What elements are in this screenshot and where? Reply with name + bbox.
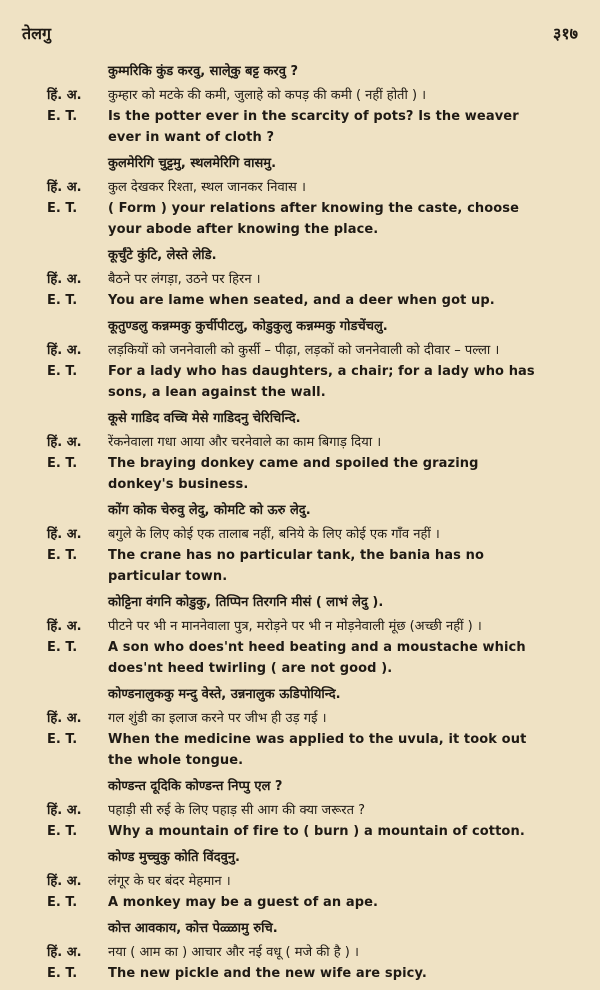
- english-translation: When the medicine was applied to the uvula, it took out the whole tongue.: [108, 732, 527, 768]
- proverb-entry: [0, 246, 600, 311]
- hindi-translation: गल शुंडी का इलाज करने पर जीभ ही उड़ गई ।: [108, 711, 327, 726]
- english-translation-row: [0, 361, 600, 403]
- hindi-translation-row: [0, 871, 600, 892]
- english-translation: You are lame when seated, and a deer when got up.: [108, 293, 495, 308]
- hindi-translation-row: [0, 432, 600, 453]
- hindi-translation: कुम्हार को मटके की कमी, जुलाहे को कपड़ की कमी ( नहीं होती ) ।: [108, 88, 427, 103]
- english-translation: ( Form ) your relations after knowing the caste, choose your abode after knowing the place.: [108, 201, 520, 237]
- telugu-proverb: कोण्डन्त दूदिकि कोण्डन्त निप्पु एल ?: [108, 779, 283, 794]
- page-header: [22, 22, 578, 44]
- telugu-proverb: कोण्डनालुककु मन्दु वेस्ते, उन्ननालुक ऊडिपोयिन्दि.: [108, 687, 341, 702]
- telugu-proverb: कूर्चुंटे कुंटि, लेस्ते लेडि.: [108, 248, 217, 263]
- telugu-proverb: कोण्ड मुच्चुकु कोति विंदवुनु.: [108, 850, 240, 865]
- hindi-translation: बगुले के लिए कोई एक तालाब नहीं, बनिये के लिए कोई एक गाँव नहीं ।: [108, 527, 440, 542]
- proverb-list: [0, 62, 600, 990]
- proverb-entry: [0, 919, 600, 984]
- english-label: E. T.: [47, 201, 78, 216]
- english-label: E. T.: [47, 824, 78, 839]
- proverb-entry: [0, 777, 600, 842]
- english-translation: A son who does'nt heed beating and a moustache which does'nt heed twirling ( are not good ).: [108, 640, 526, 676]
- running-head: तेलगु: [22, 24, 51, 43]
- proverb-entry: [0, 154, 600, 240]
- proverb-entry: [0, 62, 600, 148]
- hindi-label: हिं. अ.: [47, 435, 82, 450]
- hindi-translation-row: [0, 177, 600, 198]
- english-label: E. T.: [47, 640, 78, 655]
- hindi-label: हिं. अ.: [47, 180, 82, 195]
- hindi-translation: कुल देखकर रिश्ता, स्थल जानकर निवास ।: [108, 180, 306, 195]
- english-label: E. T.: [47, 109, 78, 124]
- hindi-translation: रेंकनेवाला गधा आया और चरनेवाले का काम बिगाड़ दिया ।: [108, 435, 382, 450]
- hindi-label: हिं. अ.: [47, 803, 82, 818]
- english-label: E. T.: [47, 895, 78, 910]
- english-label: E. T.: [47, 364, 78, 379]
- english-translation-row: [0, 963, 600, 984]
- telugu-proverb: कोट्टिना वंगनि कोडुकु, तिप्पिन तिरगनि मीसं ( लाभं लेदु ).: [108, 595, 384, 610]
- proverb-entry: [0, 685, 600, 771]
- english-translation-row: [0, 637, 600, 679]
- hindi-label: हिं. अ.: [47, 88, 82, 103]
- proverb-entry: [0, 409, 600, 495]
- english-translation-row: [0, 453, 600, 495]
- english-label: E. T.: [47, 548, 78, 563]
- english-translation: Why a mountain of fire to ( burn ) a mountain of cotton.: [108, 824, 525, 839]
- english-translation-row: [0, 198, 600, 240]
- page-number: ३१७: [553, 24, 578, 43]
- english-label: E. T.: [47, 293, 78, 308]
- proverb-entry: [0, 317, 600, 403]
- english-translation-row: [0, 290, 600, 311]
- hindi-translation: लड़कियों को जननेवाली को कुर्सी – पीढ़ा, लड़कों को जननेवाली को दीवार – पल्ला ।: [108, 343, 500, 358]
- hindi-translation-row: [0, 85, 600, 106]
- hindi-translation-row: [0, 340, 600, 361]
- hindi-label: हिं. अ.: [47, 945, 82, 960]
- proverb-entry: [0, 848, 600, 913]
- english-translation: The braying donkey came and spoiled the grazing donkey's business.: [108, 456, 479, 492]
- hindi-translation: पहाड़ी सी रुई के लिए पहाड़ सी आग की क्या जरूरत ?: [108, 803, 366, 818]
- telugu-proverb: कोंग कोक चेरुवु लेदु, कोमटि को ऊरु लेदु.: [108, 503, 311, 518]
- english-label: E. T.: [47, 732, 78, 747]
- telugu-proverb: कूतुण्डलु कन्नम्मकु कुर्चीपीटलु, कोडुकुलु कन्नम्मकु गोडचेंचलु.: [108, 319, 388, 334]
- proverb-entry: [0, 593, 600, 679]
- telugu-proverb: कुम्मरिकि कुंड करवु, साले्कु बट्ट करवु ?: [108, 64, 299, 79]
- hindi-label: हिं. अ.: [47, 272, 82, 287]
- hindi-translation: लंगूर के घर बंदर मेहमान ।: [108, 874, 231, 889]
- hindi-label: हिं. अ.: [47, 619, 82, 634]
- proverb-entry: [0, 501, 600, 587]
- english-translation-row: [0, 729, 600, 771]
- hindi-translation-row: [0, 616, 600, 637]
- english-label: E. T.: [47, 966, 78, 981]
- hindi-label: हिं. अ.: [47, 343, 82, 358]
- hindi-translation-row: [0, 524, 600, 545]
- english-translation: For a lady who has daughters, a chair; for a lady who has sons, a lean against the wall.: [108, 364, 535, 400]
- hindi-translation: नया ( आम का ) आचार और नई वधू ( मजे की है ) ।: [108, 945, 359, 960]
- english-label: E. T.: [47, 456, 78, 471]
- english-translation-row: [0, 821, 600, 842]
- english-translation: The crane has no particular tank, the bania has no particular town.: [108, 548, 484, 584]
- hindi-translation-row: [0, 269, 600, 290]
- english-translation-row: [0, 892, 600, 913]
- hindi-translation-row: [0, 800, 600, 821]
- hindi-translation-row: [0, 708, 600, 729]
- telugu-proverb: कोत्त आवकाय, कोत्त पेळ्ळामु रुचि.: [108, 921, 278, 936]
- telugu-proverb: कूसे गाडिद वच्चि मेसे गाडिदनु चेरिचिन्दि.: [108, 411, 301, 426]
- english-translation: The new pickle and the new wife are spicy.: [108, 966, 427, 981]
- hindi-translation-row: [0, 942, 600, 963]
- hindi-label: हिं. अ.: [47, 711, 82, 726]
- english-translation: Is the potter ever in the scarcity of pots? Is the weaver ever in want of cloth ?: [108, 109, 519, 145]
- hindi-translation: बैठने पर लंगड़ा, उठने पर हिरन ।: [108, 272, 261, 287]
- hindi-label: हिं. अ.: [47, 874, 82, 889]
- hindi-translation: पीटने पर भी न माननेवाला पुत्र, मरोड़ने पर भी न मोड़नेवाली मूंछ (अच्छी नहीं ) ।: [108, 619, 482, 634]
- english-translation-row: [0, 106, 600, 148]
- hindi-label: हिं. अ.: [47, 527, 82, 542]
- english-translation-row: [0, 545, 600, 587]
- telugu-proverb: कुलमेरिगि चुट्टमु, स्थलमेरिगि वासमु.: [108, 156, 277, 171]
- english-translation: A monkey may be a guest of an ape.: [108, 895, 379, 910]
